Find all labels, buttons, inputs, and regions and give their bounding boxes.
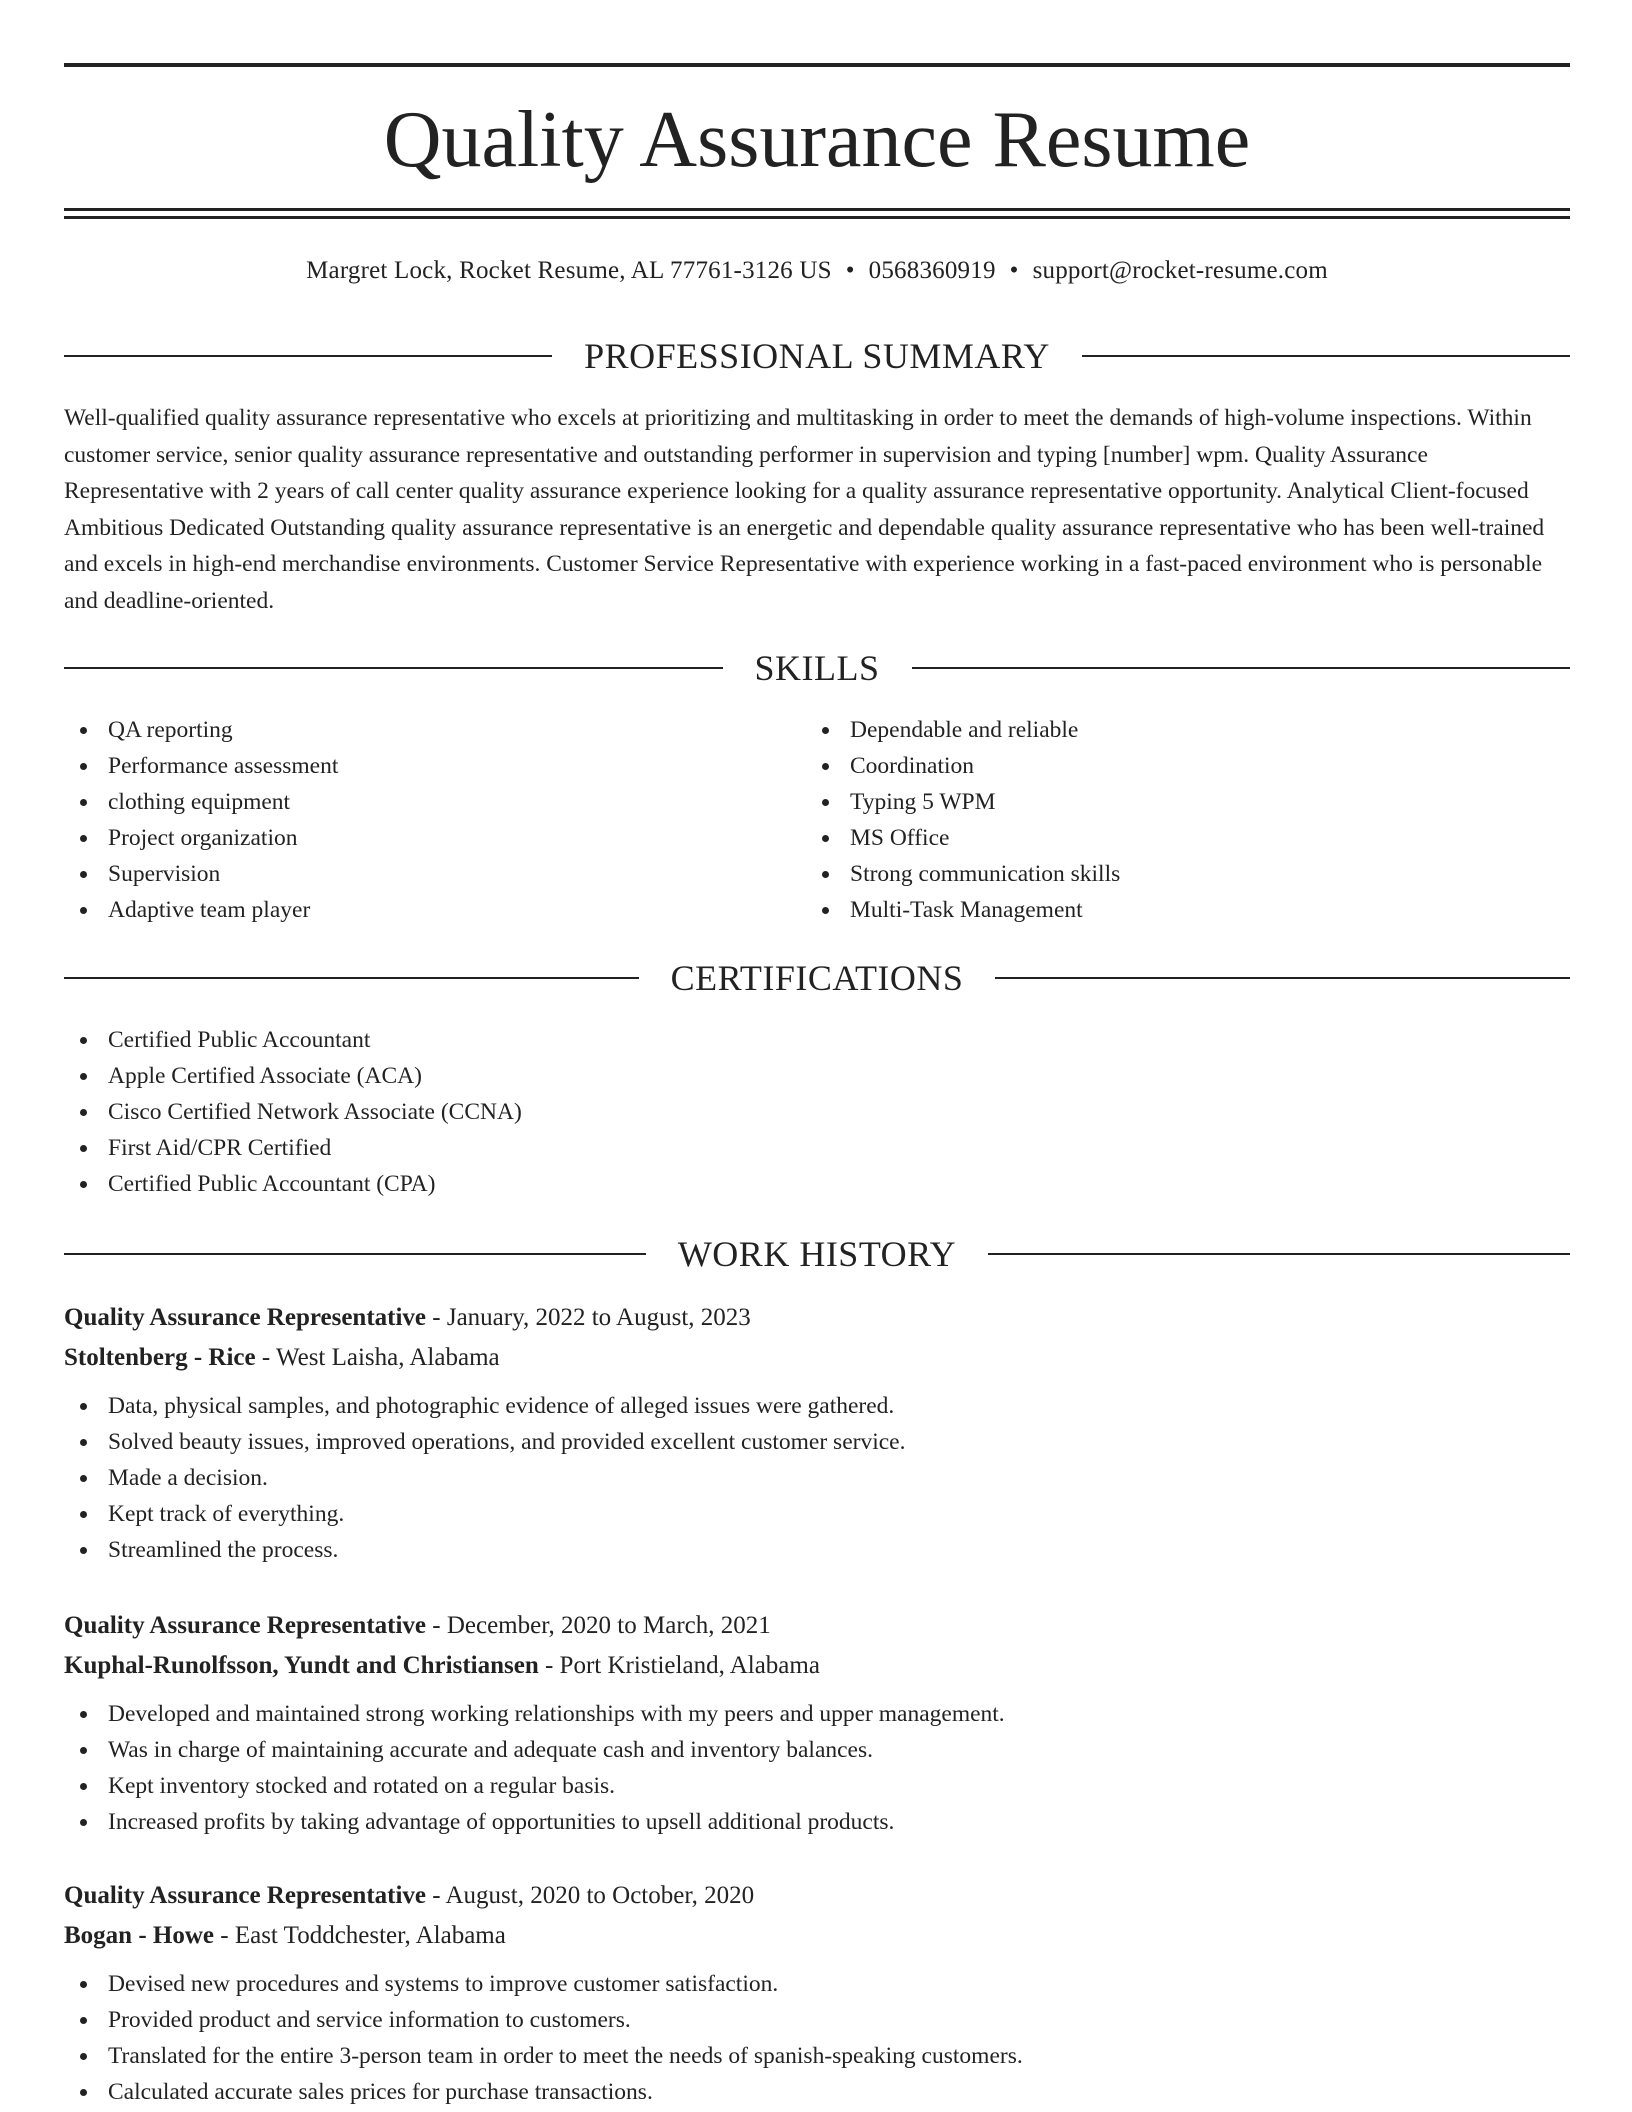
divider [995, 977, 1570, 979]
section-title-certifications: CERTIFICATIONS [670, 958, 964, 998]
skill-item: QA reporting [64, 712, 764, 748]
contact-address: Margret Lock, Rocket Resume, AL 77761-3126 US [306, 257, 832, 284]
job-entry [64, 1298, 1570, 1568]
title-double-rule-top [64, 208, 1570, 211]
job-title: Quality Assurance Representative [64, 1612, 427, 1639]
section-header-certifications [64, 958, 1570, 998]
job-bullet: Data, physical samples, and photographic evidence of alleged issues were gathered. [64, 1388, 1570, 1424]
job-bullet: Kept track of everything. [64, 1496, 1570, 1532]
job-bullets [64, 1696, 1570, 1840]
job-bullet: Solved beauty issues, improved operations, and provided excellent customer service. [64, 1424, 1570, 1460]
job-company-line [64, 1916, 1570, 1956]
job-bullet: Provided product and service information to customers. [64, 2002, 1570, 2038]
contact-separator: • [1009, 257, 1019, 284]
job-entry [64, 1876, 1570, 2110]
resume-title: Quality Assurance Resume [383, 96, 1251, 184]
job-bullet: Made a decision. [64, 1460, 1570, 1496]
skill-item: Project organization [64, 820, 764, 856]
section-title-work-history: WORK HISTORY [677, 1234, 957, 1274]
job-dates: - December, 2020 to March, 2021 [426, 1612, 771, 1639]
section-title-skills: SKILLS [754, 648, 880, 688]
skill-item: Strong communication skills [806, 856, 1506, 892]
skill-item: MS Office [806, 820, 1506, 856]
job-bullet: Kept inventory stocked and rotated on a regular basis. [64, 1768, 1570, 1804]
divider [64, 1253, 646, 1255]
job-location: - Port Kristieland, Alabama [538, 1652, 820, 1679]
skill-item: Coordination [806, 748, 1506, 784]
section-header-work-history [64, 1234, 1570, 1274]
job-company: Kuphal-Runolfsson, Yundt and Christiansen [64, 1652, 539, 1679]
job-bullets [64, 1388, 1570, 1568]
job-entry [64, 1606, 1570, 1840]
divider [64, 355, 552, 357]
job-bullet: Increased profits by taking advantage of opportunities to upsell additional products. [64, 1804, 1570, 1840]
job-bullet: Calculated accurate sales prices for purchase transactions. [64, 2074, 1570, 2110]
certification-item: Certified Public Accountant (CPA) [64, 1166, 1464, 1202]
contact-email: support@rocket-resume.com [1032, 257, 1328, 284]
skills-list-right [806, 712, 1506, 928]
job-location: - East Toddchester, Alabama [214, 1922, 506, 1949]
skill-item: Multi-Task Management [806, 892, 1506, 928]
divider [912, 667, 1571, 669]
divider [1082, 355, 1570, 357]
job-title: Quality Assurance Representative [64, 1304, 427, 1331]
contact-phone: 0568360919 [868, 257, 996, 284]
skill-item: clothing equipment [64, 784, 764, 820]
job-company-line [64, 1646, 1570, 1686]
certification-item: First Aid/CPR Certified [64, 1130, 1464, 1166]
job-title-line [64, 1298, 1570, 1338]
job-dates: - January, 2022 to August, 2023 [426, 1304, 751, 1331]
certification-item: Cisco Certified Network Associate (CCNA) [64, 1094, 1464, 1130]
contact-line [64, 254, 1570, 288]
skill-item: Typing 5 WPM [806, 784, 1506, 820]
certification-item: Apple Certified Associate (ACA) [64, 1058, 1464, 1094]
skill-item: Performance assessment [64, 748, 764, 784]
job-bullet: Was in charge of maintaining accurate and adequate cash and inventory balances. [64, 1732, 1570, 1768]
divider [64, 667, 723, 669]
skills-list-left [64, 712, 764, 928]
title-double-rule-bottom [64, 216, 1570, 219]
job-bullet: Developed and maintained strong working relationships with my peers and upper management. [64, 1696, 1570, 1732]
job-company-line [64, 1338, 1570, 1378]
skill-item: Adaptive team player [64, 892, 764, 928]
job-title-line [64, 1606, 1570, 1646]
section-header-summary [64, 336, 1570, 376]
skill-item: Dependable and reliable [806, 712, 1506, 748]
job-bullets [64, 1966, 1570, 2110]
certifications-list [64, 1022, 1464, 1202]
skill-item: Supervision [64, 856, 764, 892]
job-company: Bogan - Howe [64, 1922, 214, 1949]
job-bullet: Translated for the entire 3-person team in order to meet the needs of spanish-speaking customers. [64, 2038, 1570, 2074]
certification-item: Certified Public Accountant [64, 1022, 1464, 1058]
job-bullet: Streamlined the process. [64, 1532, 1570, 1568]
job-company: Stoltenberg - Rice [64, 1344, 256, 1371]
top-rule [64, 63, 1570, 67]
divider [988, 1253, 1570, 1255]
section-header-skills [64, 648, 1570, 688]
job-location: - West Laisha, Alabama [255, 1344, 500, 1371]
contact-separator: • [845, 257, 855, 284]
job-title: Quality Assurance Representative [64, 1882, 427, 1909]
job-bullet: Devised new procedures and systems to improve customer satisfaction. [64, 1966, 1570, 2002]
job-dates: - August, 2020 to October, 2020 [426, 1882, 755, 1909]
job-title-line [64, 1876, 1570, 1916]
section-title-summary: PROFESSIONAL SUMMARY [584, 336, 1050, 376]
summary-text: Well-qualified quality assurance representative who excels at prioritizing and multitasking in order to meet the demands of high-volume inspections. Within customer service, senior quality assurance representative and outstanding performer in supervision and typing [number] wpm. Quality Assurance Representative with 2 years of call center quality assurance experience looking for a quality assurance representative opportunity. Analytical Client-focused Ambitious Dedicated Outstanding quality assurance representative is an energetic and dependable quality assurance representative who has been well-trained and excels in high-end merchandise environments. Customer Service Representative with experience working in a fast-paced environment who is personable and deadline-oriented. [64, 405, 1545, 614]
divider [64, 977, 639, 979]
